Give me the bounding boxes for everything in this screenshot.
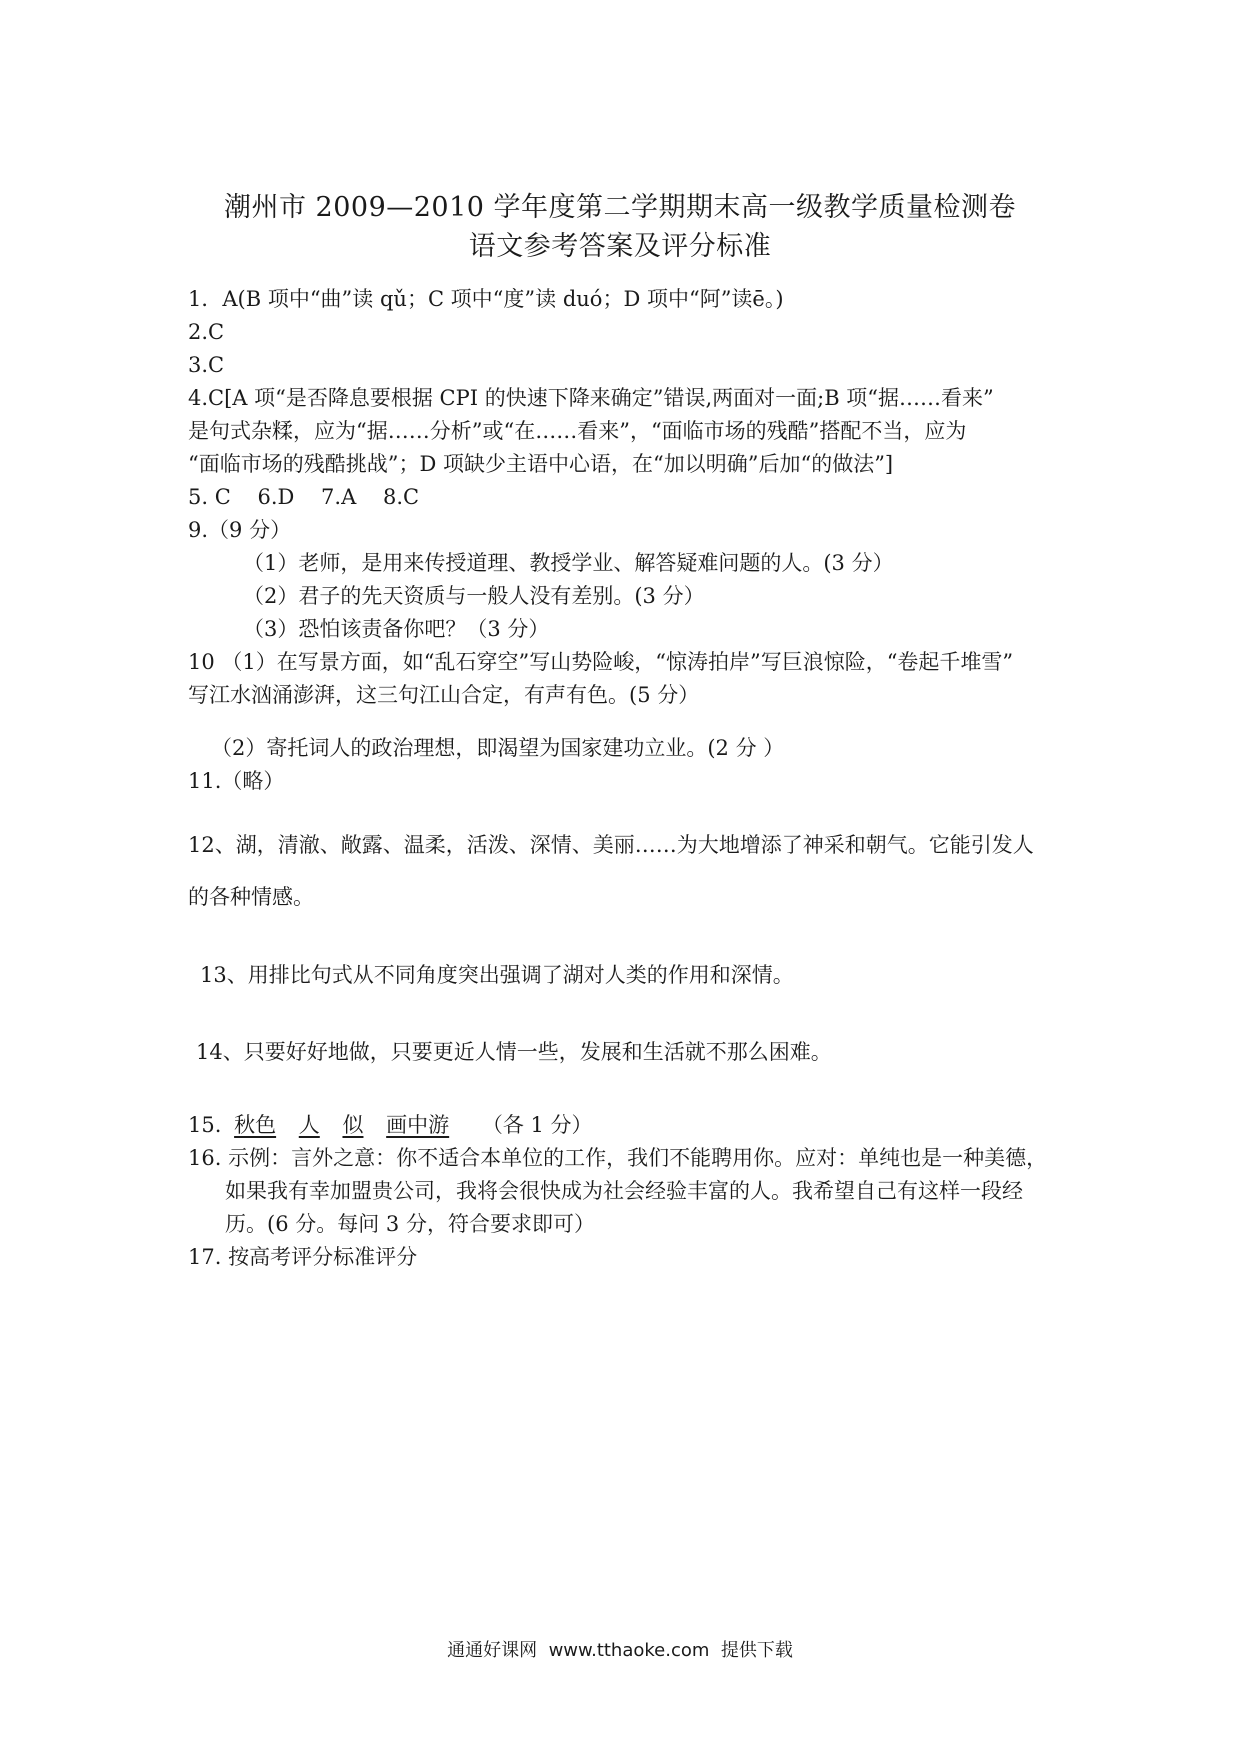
download-footer: 通通好课网 www.tthaoke.com 提供下载 [447, 1640, 793, 1661]
answer-12-line-1: 12、湖，清澈、敞露、温柔，活泼、深情、美丽……为大地增添了神采和朝气。它能引发人 [188, 833, 1034, 857]
answer-2: 2.C [188, 320, 225, 344]
answer-4-line-2: 是句式杂糅，应为“据……分析”或“在……看来”，“面临市场的残酷”搭配不当，应为 [188, 419, 967, 443]
answer-4-line-3: “面临市场的残酷挑战”；D 项缺少主语中心语，在“加以明确”后加“的做法”] [188, 452, 894, 476]
answer-15-word-2: 人 [298, 1113, 320, 1137]
answer-16-line-2: 如果我有幸加盟贵公司，我将会很快成为社会经验丰富的人。我希望自己有这样一段经 [225, 1179, 1023, 1203]
answer-15-score: （各 1 分） [481, 1113, 593, 1137]
answer-16-line-3: 历。(6 分。每问 3 分，符合要求即可） [225, 1212, 595, 1236]
answer-10-line-2: 写江水汹涌澎湃，这三句江山合定，有声有色。(5 分） [188, 683, 700, 707]
document-subtitle: 语文参考答案及评分标准 [468, 231, 772, 262]
answer-14: 14、只要好好地做，只要更近人情一些，发展和生活就不那么困难。 [196, 1040, 832, 1064]
answer-4-line-1: 4.C[A 项“是否降息要根据 CPI 的快速下降来确定”错误,两面对一面;B 项“据……看来” [188, 386, 994, 410]
answer-10-line-1: 10 （1）在写景方面，如“乱石穿空”写山势险峻，“惊涛拍岸”写巨浪惊险，“卷起千堆雪” [188, 650, 1014, 674]
answers-5-to-8: 5. C 6.D 7.A 8.C [188, 485, 420, 509]
answer-9-part-3: （3）恐怕该责备你吧？（3 分） [243, 617, 550, 641]
answer-3: 3.C [188, 353, 225, 377]
answer-15-word-4: 画中游 [386, 1113, 450, 1137]
answer-1: 1．A(B 项中“曲”读 qǔ；C 项中“度”读 duó；D 项中“阿”读ē。) [188, 287, 784, 311]
answer-9-part-1: （1）老师，是用来传授道理、教授学业、解答疑难问题的人。(3 分） [243, 551, 894, 575]
answer-15-word-1: 秋色 [234, 1113, 277, 1137]
answer-12-line-2: 的各种情感。 [188, 885, 314, 909]
answer-15-number: 15. [188, 1113, 222, 1137]
answer-15-word-3: 似 [342, 1113, 364, 1137]
answer-9-part-2: （2）君子的先天资质与一般人没有差别。(3 分） [243, 584, 705, 608]
answer-11: 11.（略） [188, 769, 285, 793]
answer-17: 17. 按高考评分标准评分 [188, 1245, 418, 1269]
answer-9: 9.（9 分） [188, 518, 292, 542]
document-title: 潮州市 2009—2010 学年度第二学期期末高一级教学质量检测卷 [223, 192, 1017, 223]
answer-16-line-1: 16. 示例：言外之意：你不适合本单位的工作，我们不能聘用你。应对：单纯也是一种美德， [188, 1146, 1048, 1170]
answer-13: 13、用排比句式从不同角度突出强调了湖对人类的作用和深情。 [200, 963, 794, 987]
answer-10-part-2: （2）寄托词人的政治理想，即渴望为国家建功立业。(2 分 ） [211, 736, 785, 760]
answer-15 [188, 1110, 593, 1140]
